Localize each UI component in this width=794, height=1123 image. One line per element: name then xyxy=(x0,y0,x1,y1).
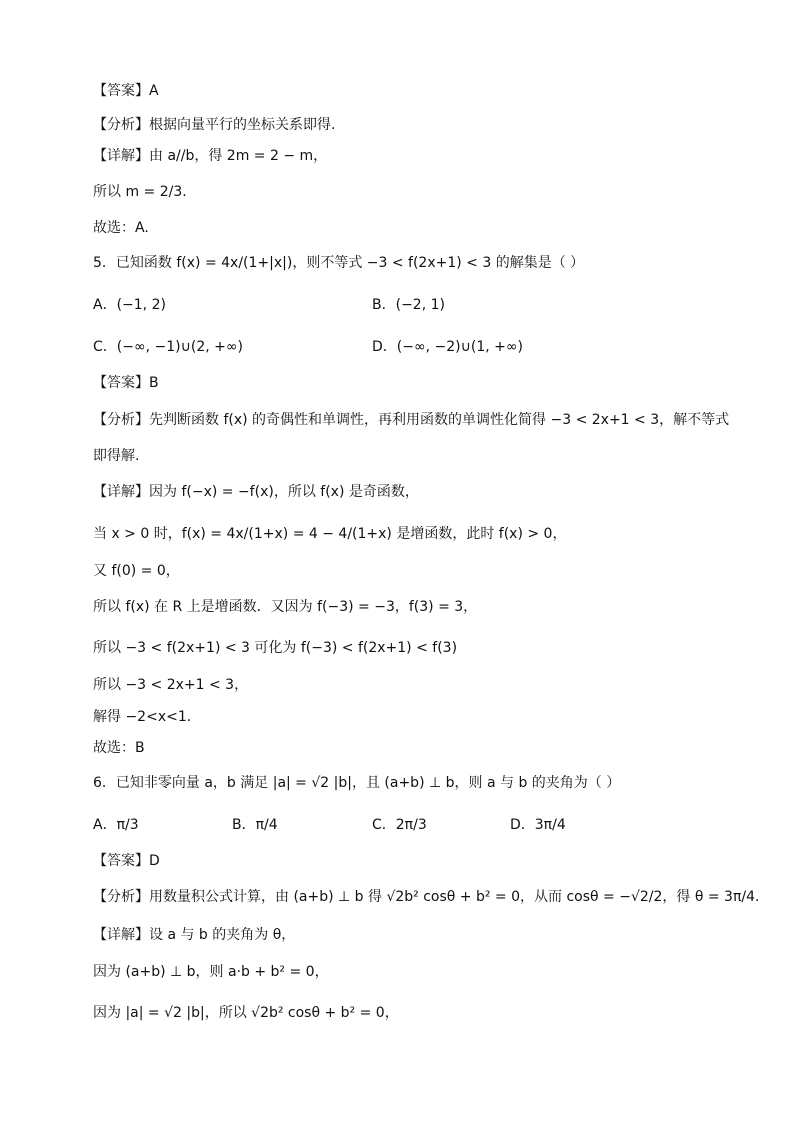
q6-stem: 6．已知非零向量 a，b 满足 |a| = √2 |b|，且 (a+b) ⊥ b，则 a 与 b 的夹角为（ ） xyxy=(93,775,621,791)
q6-detail-line xyxy=(93,925,295,945)
q4-answer-line xyxy=(93,81,159,101)
q4-analysis: 根据向量平行的坐标关系即得. xyxy=(149,117,336,133)
q6-option-d: D．3π/4 xyxy=(510,817,566,833)
q6-detail-2: 因为 (a+b) ⊥ b，则 a·b + b² = 0， xyxy=(93,964,329,980)
analysis-tag: 【 分析 】 xyxy=(93,412,149,428)
q6-option-a: A．π/3 xyxy=(93,817,139,833)
q5-detail-3: 又 f(0) = 0， xyxy=(93,563,180,579)
q5-stem: 5．已知函数 f(x) = 4x/(1+|x|)，则不等式 −3 < f(2x+1) < 3 的解集是（ ） xyxy=(93,255,585,271)
q5-detail-4: 所以 f(x) 在 R 上是增函数．又因为 f(−3) = −3，f(3) = 3， xyxy=(93,599,478,615)
q6-option-b: B．π/4 xyxy=(232,817,278,833)
q5-detail-1: 因为 f(−x) = −f(x)，所以 f(x) 是奇函数， xyxy=(149,484,419,500)
q4-detail-line xyxy=(93,146,327,166)
q5-detail-7: 解得 −2<x<1． xyxy=(93,709,201,725)
q5-option-a: A．(−1, 2) xyxy=(93,297,166,313)
q5-answer: B xyxy=(149,375,159,391)
q5-option-b: B．(−2, 1) xyxy=(372,297,445,313)
q6-answer: D xyxy=(149,853,160,869)
detail-tag: 【 详解 】 xyxy=(93,484,149,500)
q5-analysis: 先判断函数 f(x) 的奇偶性和单调性，再利用函数的单调性化简得 −3 < 2x+1 < 3，解不等式 xyxy=(149,412,730,428)
q5-detail-6: 所以 −3 < 2x+1 < 3， xyxy=(93,677,249,693)
q6-answer-line xyxy=(93,851,160,871)
q6-analysis-line xyxy=(93,887,759,907)
answer-tag: 【 答案 】 xyxy=(93,375,149,391)
q5-answer-line xyxy=(93,373,159,393)
q4-analysis-line xyxy=(93,115,335,135)
q6-detail-1: 设 a 与 b 的夹角为 θ， xyxy=(149,927,296,943)
q4-answer: A xyxy=(149,83,159,99)
detail-tag: 【 详解 】 xyxy=(93,148,149,164)
q4-choice: 故选：A. xyxy=(93,220,149,236)
q6-option-c: C．2π/3 xyxy=(372,817,427,833)
detail-tag: 【 详解 】 xyxy=(93,927,149,943)
q5-option-d: D．(−∞, −2)∪(1, +∞) xyxy=(372,339,524,355)
analysis-tag: 【 分析 】 xyxy=(93,889,149,905)
q5-analysis-cont: 即得解. xyxy=(93,448,140,464)
q5-analysis-line xyxy=(93,410,729,430)
q5-detail-8: 故选：B xyxy=(93,740,145,756)
q5-option-c: C．(−∞, −1)∪(2, +∞) xyxy=(93,339,244,355)
q5-detail-5: 所以 −3 < f(2x+1) < 3 可化为 f(−3) < f(2x+1) < f(3) xyxy=(93,640,458,656)
q5-detail-2: 当 x > 0 时，f(x) = 4x/(1+x) = 4 − 4/(1+x) 是增函数，此时 f(x) > 0， xyxy=(93,526,567,542)
analysis-tag: 【 分析 】 xyxy=(93,117,149,133)
answer-tag: 【 答案 】 xyxy=(93,853,149,869)
q4-detail: 由 a//b，得 2m = 2 − m， xyxy=(149,148,328,164)
q6-detail-3: 因为 |a| = √2 |b|，所以 √2b² cosθ + b² = 0， xyxy=(93,1005,399,1021)
answer-tag: 【 答案 】 xyxy=(93,83,149,99)
q5-detail-line xyxy=(93,482,419,502)
q4-conclusion: 所以 m = 2/3. xyxy=(93,184,187,200)
q6-analysis: 用数量积公式计算，由 (a+b) ⊥ b 得 √2b² cosθ + b² = 0，从而 cosθ = −√2/2，得 θ = 3π/4. xyxy=(149,889,760,905)
